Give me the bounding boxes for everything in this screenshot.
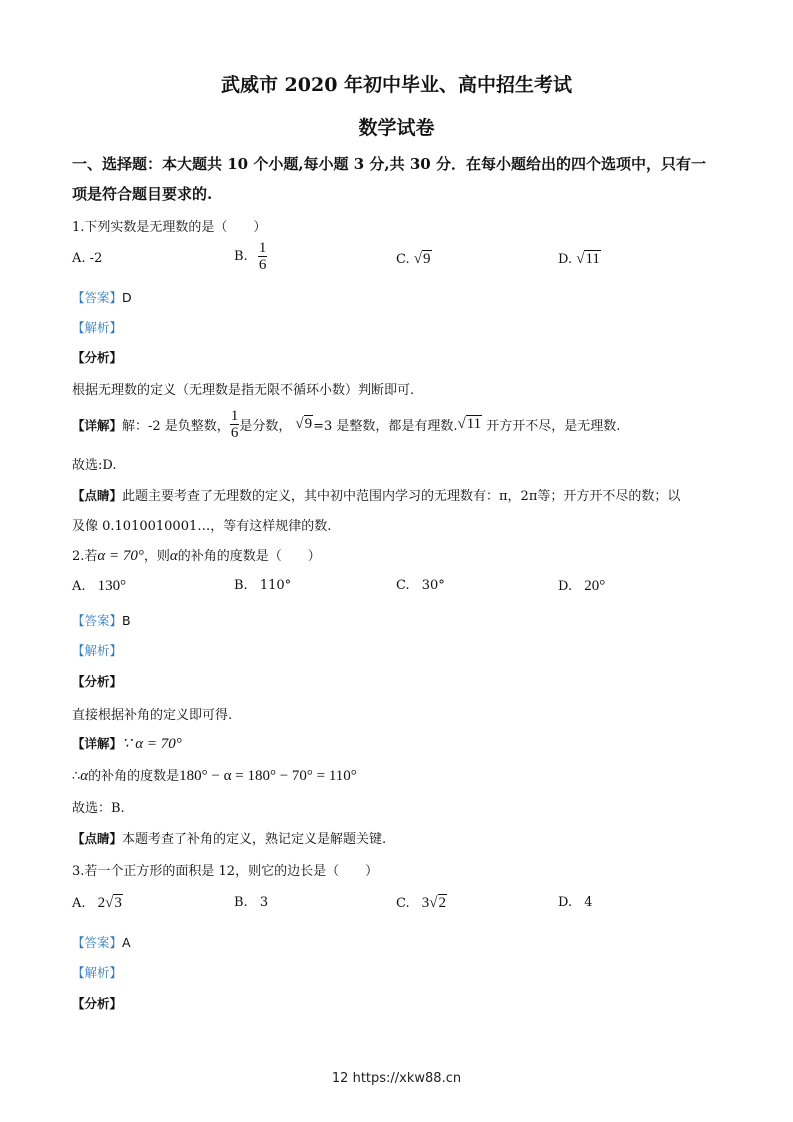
q1-option-c-sqrt: √9 [413, 251, 431, 267]
q3-option-b-value: 3 [259, 895, 269, 910]
q1-dianjing-line2: 及像 0.1010010001…，等有这样规律的数. [72, 519, 332, 534]
q1-option-d-label: D. [558, 252, 573, 267]
dianjing-text: 本题考查了补角的定义，熟记定义是解题关键. [122, 832, 387, 847]
detail-sqrt11: √11 [457, 416, 482, 432]
answer-tag: 【答案】 [72, 613, 123, 628]
fraction-denominator: 6 [258, 257, 267, 273]
detail-text-a: 解：-2 是负整数， [122, 419, 230, 434]
q1-option-b-label: B. [234, 249, 248, 264]
q2-detail [72, 734, 182, 753]
line2-math: 180° − α = 180° − 70° = 110° [179, 768, 357, 784]
q2-stem-c: 的补角的度数是（ ） [177, 549, 321, 564]
section-heading-line2: 项是符合题目要求的. [72, 185, 213, 203]
q1-option-a-value: -2 [89, 251, 103, 266]
q3-analysis-tag: 【解析】 [72, 965, 123, 980]
page-number: 12 [331, 1071, 349, 1086]
fraction-denominator: 6 [230, 425, 239, 441]
detail-tag: 【详解】 [72, 736, 123, 751]
q1-fenxi: 根据无理数的定义（无理数是指无限不循环小数）判断即可. [72, 383, 415, 398]
q2-option-b-value: 110° [259, 578, 292, 593]
section-heading-line1: 一、选择题：本大题共 10 个小题,每小题 3 分,共 30 分．在每小题给出的四个选项中，只有一 [72, 155, 706, 173]
q1-detail [72, 408, 620, 441]
q2-option-c-value: 30° [421, 578, 445, 593]
q2-stem-a: 2.若 [72, 549, 98, 564]
footer-url-link[interactable]: https://xkw88.cn [352, 1071, 462, 1086]
q2-option-d [558, 578, 605, 595]
radicand: 2 [438, 895, 446, 911]
q3-option-a-value: 2√3 [97, 895, 122, 911]
q1-dianjing-line1 [72, 485, 680, 504]
q1-option-c [396, 251, 432, 268]
answer-value: B [122, 613, 131, 628]
q3-fenxi-tag: 【分析】 [72, 996, 123, 1011]
answer-tag: 【答案】 [72, 290, 123, 305]
page-title: 武威市 2020 年初中毕业、高中招生考试 [220, 74, 573, 96]
q2-choose: 故选：B. [72, 801, 125, 816]
q1-analysis-tag: 【解析】 [72, 320, 123, 335]
q3-option-b [234, 895, 268, 910]
q3-option-a [72, 895, 123, 912]
q1-option-c-label: C. [396, 252, 410, 267]
q3-option-c [396, 895, 447, 912]
answer-value: D [122, 290, 132, 305]
q2-option-b-label: B. [234, 578, 248, 593]
q1-option-d-sqrt: √11 [576, 251, 600, 267]
q2-option-b [234, 578, 291, 593]
line2-alpha: α [80, 768, 89, 784]
page-subtitle: 数学试卷 [358, 117, 435, 139]
dianjing-text: 此题主要考查了无理数的定义，其中初中范围内学习的无理数有：π，2π等；开方开不尽的数；以 [122, 489, 681, 504]
detail-tag: 【详解】 [72, 417, 123, 433]
page-footer [0, 1071, 793, 1086]
radicand: 11 [466, 416, 482, 432]
q1-option-a [72, 251, 102, 266]
q1-fenxi-tag: 【分析】 [72, 350, 123, 365]
dianjing-tag: 【点睛】 [72, 488, 123, 503]
q2-stem-b: ，则 [143, 549, 170, 564]
q2-option-c [396, 578, 445, 593]
detail-text-c: =3 是整数，都是有理数. [313, 419, 458, 434]
q2-answer [72, 610, 131, 629]
q3-option-a-label: A. [72, 896, 86, 911]
detail-fraction [230, 408, 240, 441]
coefficient: 3 [421, 895, 430, 911]
q3-answer [72, 932, 131, 951]
q2-fenxi: 直接根据补角的定义即可得. [72, 708, 233, 723]
coefficient: 2 [97, 895, 106, 911]
q3-option-c-label: C. [396, 896, 410, 911]
detail-math: ∵ α = 70° [122, 736, 182, 752]
detail-text-b: 是分数， [239, 419, 292, 434]
q2-detail-line2 [72, 765, 357, 785]
answer-value: A [122, 935, 131, 950]
q1-choose: 故选:D. [72, 458, 117, 473]
q2-fenxi-tag: 【分析】 [72, 674, 123, 689]
q1-answer [72, 287, 132, 306]
fraction-numerator: 1 [258, 240, 267, 256]
radicand: 11 [585, 251, 600, 267]
radicand: 3 [114, 895, 122, 911]
q2-option-a [72, 578, 126, 595]
q2-analysis-tag: 【解析】 [72, 643, 123, 658]
q3-option-d-label: D. [558, 895, 573, 910]
q2-option-d-label: D. [558, 579, 573, 594]
q3-option-d [558, 895, 593, 910]
radicand: 9 [304, 416, 313, 432]
fraction-numerator: 1 [230, 408, 239, 424]
q1-option-a-label: A. [72, 251, 86, 266]
dianjing-tag: 【点睛】 [72, 831, 123, 846]
answer-tag: 【答案】 [72, 935, 123, 950]
q3-option-c-value: 3√2 [421, 895, 446, 911]
line2-text: 的补角的度数是 [88, 769, 180, 784]
q1-option-b-fraction [258, 240, 268, 273]
q2-option-a-value: 130° [97, 578, 127, 594]
q3-option-b-label: B. [234, 895, 248, 910]
q2-dianjing [72, 828, 386, 847]
q3-option-d-value: 4 [584, 895, 593, 910]
radicand: 9 [423, 251, 431, 267]
detail-sqrt9: √9 [295, 416, 313, 432]
q2-option-c-label: C. [396, 578, 410, 593]
q1-stem: 1.下列实数是无理数的是（ ） [72, 220, 267, 235]
therefore-symbol: ∴ [72, 769, 81, 784]
q2-option-d-value: 20° [584, 578, 606, 594]
q1-option-b [234, 240, 267, 273]
q2-option-a-label: A. [72, 579, 86, 594]
q2-stem-alpha: α [169, 548, 178, 564]
q3-stem: 3.若一个正方形的面积是 12，则它的边长是（ ） [72, 864, 379, 879]
q1-option-d [558, 251, 601, 268]
q2-stem-math: α = 70° [97, 548, 144, 564]
q2-stem [72, 545, 321, 565]
detail-text-d: 开方开不尽，是无理数. [486, 419, 621, 434]
